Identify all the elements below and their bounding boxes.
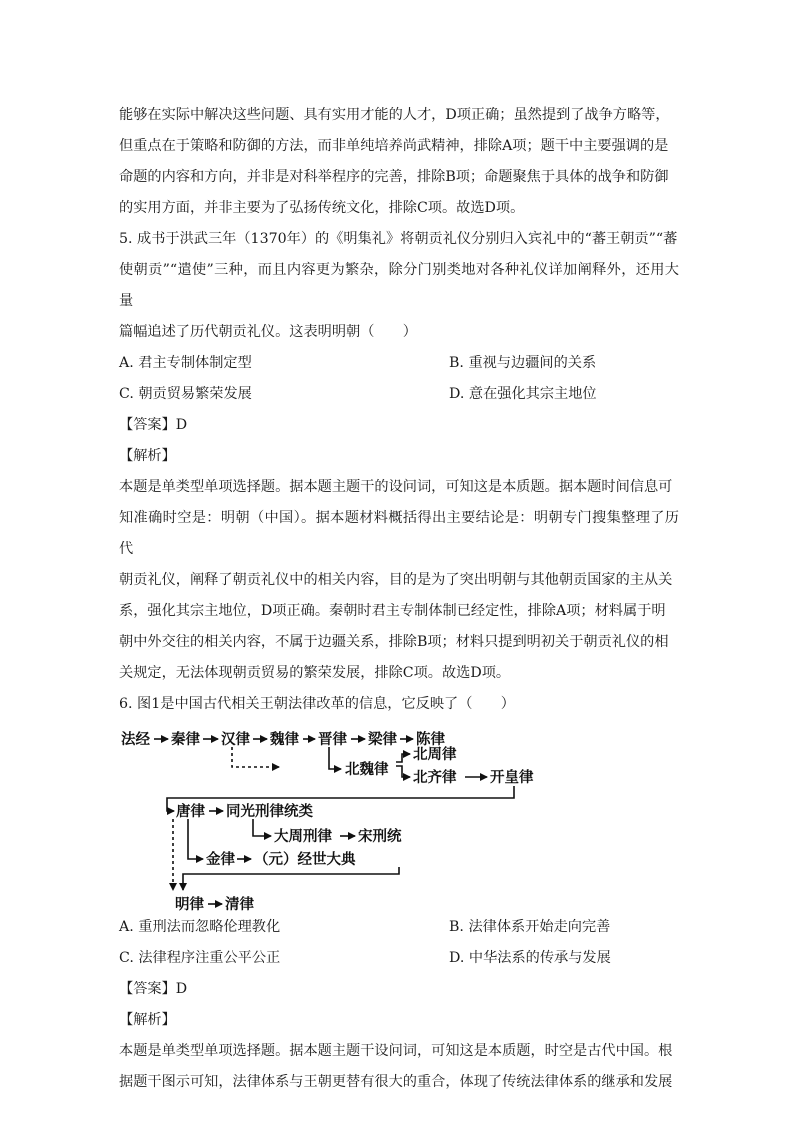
answer-label: 【答案】D xyxy=(119,417,188,433)
node-kaihuanglv: 开皇律 xyxy=(490,769,534,786)
analysis-line: 据题干图示可知，法律体系与王朝更替有很大的重合，体现了传统法律体系的继承和发展 xyxy=(119,1074,673,1090)
text-line: 能够在实际中解决这些问题、具有实用才能的人才，D项正确；虽然提到了战争方略等， xyxy=(119,107,670,123)
arrow xyxy=(396,766,410,777)
text-line: 命题的内容和方向，并非是对科举程序的完善，排除B项；命题聚焦于具体的战争和防御 xyxy=(119,169,669,185)
text-line: 的实用方面，并非主要为了弘扬传统文化，排除C项。故选D项。 xyxy=(119,200,525,216)
law-diagram-svg xyxy=(119,722,679,912)
node-songxingtong: 宋刑统 xyxy=(358,828,402,845)
law-evolution-diagram xyxy=(119,722,679,912)
node-weilv: 魏律 xyxy=(270,731,299,748)
question-stem-line: 篇幅追述了历代朝贡礼仪。这表明明朝（ ） xyxy=(119,324,417,340)
dotted-arrow xyxy=(232,747,279,767)
arrow xyxy=(396,754,410,762)
analysis-line: 本题是单类型单项选择题。据本题主题干设问词，可知这是本质题，时空是古代中国。根 xyxy=(119,1043,673,1059)
analysis-line: 关规定，无法体现朝贡贸易的繁荣发展，排除C项。故选D项。 xyxy=(119,665,511,681)
node-hanlv: 汉律 xyxy=(221,731,250,748)
node-beiweilv: 北魏律 xyxy=(345,761,389,778)
arrow xyxy=(167,786,514,811)
node-tanglv: 唐律 xyxy=(176,803,205,820)
options-row xyxy=(119,379,679,410)
q4-analysis-tail xyxy=(119,100,679,224)
question-6 xyxy=(119,689,679,1098)
option-a: A. 重刑法而忽略伦理教化 xyxy=(119,919,281,935)
analysis-label: 【解析】 xyxy=(119,448,176,464)
node-fajing: 法经 xyxy=(121,731,150,748)
option-b: B. 法律体系开始走向完善 xyxy=(449,919,611,935)
options-row xyxy=(119,348,679,379)
node-yuan: （元）经世大典 xyxy=(254,851,356,868)
analysis-line: 知准确时空是：明朝（中国）。据本题材料概括得出主要结论是：明朝专门搜集整理了历代 xyxy=(119,510,679,557)
arrow xyxy=(253,819,271,836)
arrow xyxy=(188,819,203,859)
analysis-line: 朝贡礼仪，阐释了朝贡礼仪中的相关内容，目的是为了突出明朝与其他朝贡国家的主从关 xyxy=(119,572,673,588)
node-beiqilv: 北齐律 xyxy=(413,769,457,786)
node-jinlv: 晋律 xyxy=(318,731,347,748)
text-line: 但重点在于策略和防御的方法，而非单纯培养尚武精神，排除A项；题干中主要强调的是 xyxy=(119,138,669,154)
options-row xyxy=(119,912,679,943)
node-jinlv-jin: 金律 xyxy=(206,851,235,868)
option-d: D. 中华法系的传承与发展 xyxy=(449,950,611,966)
analysis-line: 系，强化其宗主地位，D项正确。秦朝时君主专制体制已经定性，排除A项；材料属于明 xyxy=(119,603,666,619)
node-minglv: 明律 xyxy=(175,896,204,912)
arrow xyxy=(329,747,341,769)
arrow xyxy=(183,867,399,890)
node-dazhou: 大周刑律 xyxy=(274,828,332,845)
analysis-label: 【解析】 xyxy=(119,1012,176,1028)
node-lianglv: 梁律 xyxy=(368,731,397,748)
node-qinglv: 清律 xyxy=(225,896,254,912)
options-row xyxy=(119,943,679,974)
node-chenlv: 陈律 xyxy=(416,731,445,748)
question-5 xyxy=(119,224,679,689)
option-b: B. 重视与边疆间的关系 xyxy=(449,355,597,371)
node-beizhoulv: 北周律 xyxy=(413,746,457,763)
node-tongguang: 同光刑律统类 xyxy=(226,803,313,820)
answer-label: 【答案】D xyxy=(119,981,188,997)
question-stem-line: 使朝贡”“遣使”三种，而且内容更为繁杂，除分门别类地对各种礼仪详加阐释外，还用大量 xyxy=(119,262,679,309)
page-content xyxy=(119,100,679,1098)
question-stem-line: 5. 成书于洪武三年（1370年）的《明集礼》将朝贡礼仪分别归入宾礼中的“蕃王朝贡”“蕃 xyxy=(119,231,678,247)
option-a: A. 君主专制体制定型 xyxy=(119,355,252,371)
question-stem-line: 6. 图1是中国古代相关王朝法律改革的信息，它反映了（ ） xyxy=(119,696,515,712)
option-d: D. 意在强化其宗主地位 xyxy=(449,386,597,402)
option-c: C. 朝贡贸易繁荣发展 xyxy=(119,386,252,402)
analysis-line: 朝中外交往的相关内容，不属于边疆关系，排除B项；材料只提到明初关于朝贡礼仪的相 xyxy=(119,634,669,650)
option-c: C. 法律程序注重公平公正 xyxy=(119,950,281,966)
analysis-line: 本题是单类型单项选择题。据本题主题干的设问词，可知这是本质题。据本题时间信息可 xyxy=(119,479,673,495)
node-qinlv: 秦律 xyxy=(171,731,200,748)
